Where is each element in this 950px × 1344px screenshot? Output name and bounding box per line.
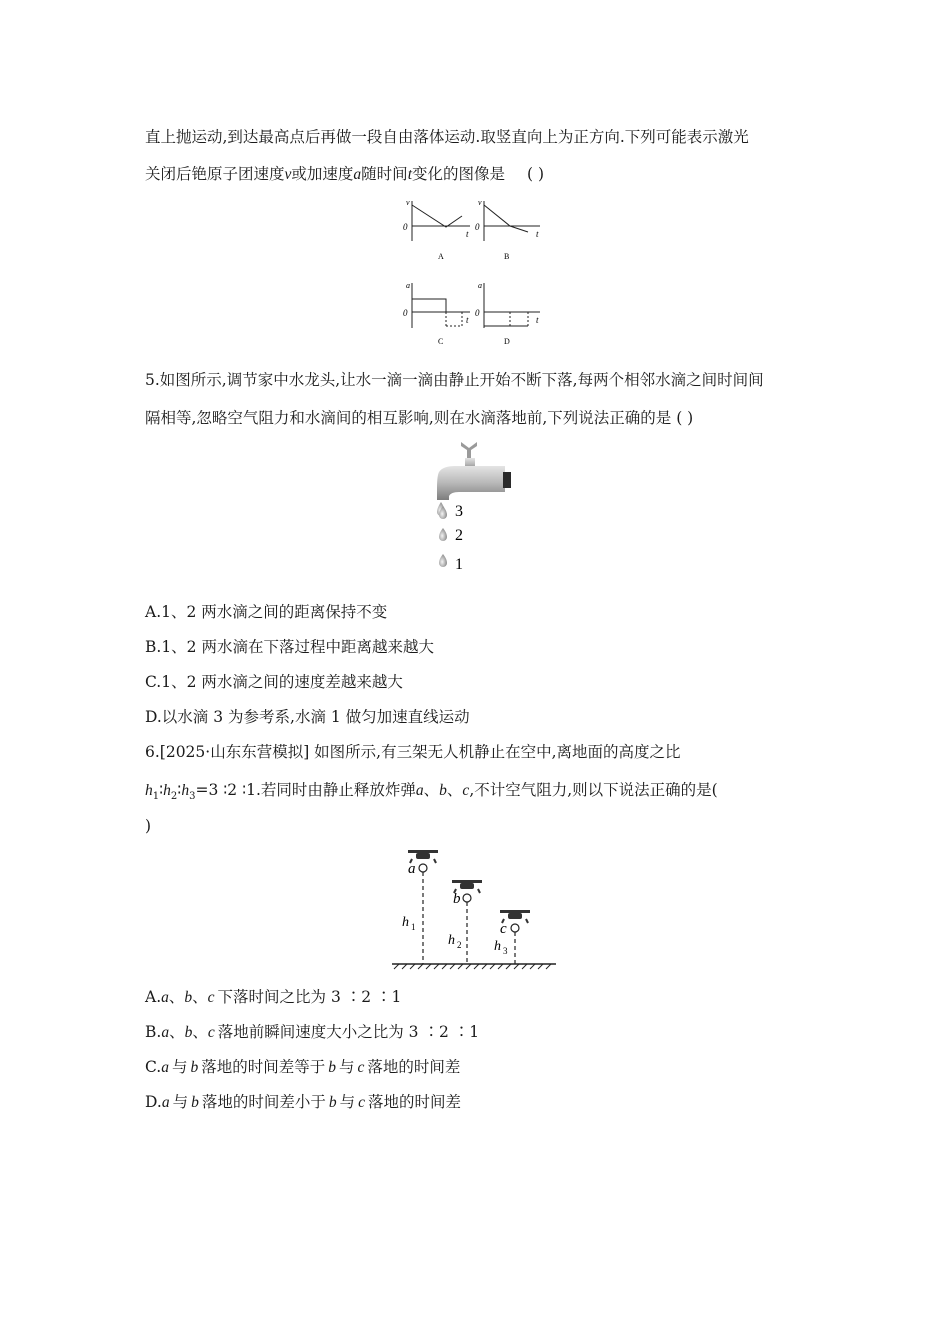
graph-c-xaxis: t <box>466 315 469 325</box>
opt-c-var-c: c <box>357 1059 365 1076</box>
opt-a-var-b: b <box>184 989 193 1006</box>
graph-a-yaxis: v <box>406 198 410 207</box>
label-h3: h <box>494 939 501 954</box>
opt-d-var-b: b <box>191 1094 199 1111</box>
sub-3: 3 <box>189 791 196 803</box>
drones-figure <box>390 842 560 974</box>
q4-text-line2 <box>145 164 544 185</box>
graph-d-label: D <box>504 337 510 346</box>
q5-option-d: D.以水滴 3 为参考系,水滴 1 做匀加速直线运动 <box>145 708 470 726</box>
drop-3-label: 3 <box>455 503 463 520</box>
faucet-icon <box>437 442 511 500</box>
graph-a-xaxis: t <box>466 229 469 239</box>
q6-text-line1: 6.[2025·山东东营模拟] 如图所示,有三架无人机静止在空中,离地面的高度之比 <box>145 743 681 761</box>
opt-a-sep1: 、 <box>168 988 185 1006</box>
var-h1: h <box>145 782 153 799</box>
opt-b-var-b: b <box>184 1024 193 1041</box>
var-b-bomb: b <box>439 782 447 799</box>
var-h2: h <box>163 782 171 799</box>
opt-b-var-c: c <box>207 1024 215 1041</box>
graph-d <box>475 281 540 346</box>
label-h3-sub: 3 <box>503 946 508 956</box>
graph-c-yaxis: a <box>406 281 410 290</box>
graph-d-yaxis: a <box>478 281 482 290</box>
opt-d-var-b2: b <box>328 1094 337 1111</box>
graph-d-origin: 0 <box>475 308 480 318</box>
opt-d-mid3: 与 <box>339 1093 356 1111</box>
q6-text-tail: ,不计空气阻力,则以下说法正确的是( <box>469 781 718 799</box>
label-b: b <box>453 891 461 907</box>
q4-text-line1: 直上抛运动,到达最高点后再做一段自由落体运动.取竖直向上为正方向.下列可能表示激光 <box>145 128 749 146</box>
sep-2: 、 <box>446 781 463 799</box>
q6-text-line2 <box>145 780 718 807</box>
var-a-bomb: a <box>415 782 424 799</box>
var-t: t <box>407 166 412 183</box>
q5-text-line2: 隔相等,忽略空气阻力和水滴间的相互影响,则在水滴落地前,下列说法正确的是 ( ) <box>145 409 694 427</box>
q4-text-b: 或加速度 <box>291 165 354 183</box>
opt-d-var-c: c <box>358 1094 365 1111</box>
graph-a-label: A <box>438 252 444 261</box>
graph-c <box>403 281 470 346</box>
var-h3: h <box>181 782 190 799</box>
q6-option-a <box>145 987 401 1008</box>
opt-c-var-a: a <box>161 1059 169 1076</box>
q6-option-c <box>145 1057 460 1078</box>
opt-a-var-c: c <box>207 989 215 1006</box>
sub-2: 2 <box>170 791 178 803</box>
graph-b-origin: 0 <box>475 222 480 232</box>
opt-a-prefix: A. <box>145 988 162 1006</box>
label-h2: h <box>448 933 455 948</box>
faucet-figure <box>425 436 525 578</box>
opt-b-sep2: 、 <box>192 1023 208 1041</box>
sep-1: 、 <box>423 781 440 799</box>
q4-text-c: 随时间 <box>361 165 408 183</box>
label-h2-sub: 2 <box>457 940 462 950</box>
drop-2-icon <box>439 528 447 541</box>
q6-option-b <box>145 1022 479 1043</box>
graph-c-label: C <box>438 337 444 346</box>
opt-d-mid2: 落地的时间差小于 <box>201 1093 326 1111</box>
q5-option-b: B.1、2 两水滴在下落过程中距离越来越大 <box>145 638 434 656</box>
opt-c-var-b: b <box>190 1059 199 1076</box>
q5-option-a: A.1、2 两水滴之间的距离保持不变 <box>145 603 388 621</box>
opt-d-text: 落地的时间差 <box>368 1093 462 1111</box>
drop-1-label: 1 <box>455 556 463 573</box>
graph-c-origin: 0 <box>403 308 408 318</box>
opt-c-text: 落地的时间差 <box>367 1058 461 1076</box>
opt-c-mid2: 落地的时间差等于 <box>201 1058 326 1076</box>
q4-text-a: 关闭后铯原子团速度 <box>145 165 285 183</box>
opt-c-prefix: C. <box>145 1058 162 1076</box>
opt-b-sep1: 、 <box>169 1023 185 1041</box>
var-a: a <box>353 166 362 183</box>
graph-d-xaxis: t <box>536 315 539 325</box>
opt-c-var-b2: b <box>328 1059 337 1076</box>
var-v: v <box>284 166 292 183</box>
q6-text-line3: ) <box>145 817 152 835</box>
ratio-eq: =3 ∶2 ∶1.若同时由静止释放炸弹 <box>195 781 416 799</box>
ratio-sep-1: ∶ <box>159 781 164 799</box>
graphs-ab <box>400 193 550 265</box>
graph-b <box>475 198 540 261</box>
ratio-sep-2: ∶ <box>177 781 182 799</box>
graph-a <box>403 198 470 261</box>
graph-a-origin: 0 <box>403 222 408 232</box>
q4-text-d: 变化的图像是 <box>412 165 506 183</box>
answer-paren: ( ) <box>527 165 545 183</box>
graphs-cd <box>400 278 550 350</box>
opt-a-var-a: a <box>161 989 169 1006</box>
graph-b-xaxis: t <box>536 229 539 239</box>
opt-a-text: 下落时间之比为 3 ∶2 ∶1 <box>217 988 402 1006</box>
ground <box>392 964 556 969</box>
graph-b-label: B <box>504 252 510 261</box>
drop-1-icon <box>439 554 447 567</box>
opt-b-var-a: a <box>161 1024 170 1041</box>
q5-option-c: C.1、2 两水滴之间的速度差越来越大 <box>145 673 403 691</box>
opt-b-text: 落地前瞬间速度大小之比为 3 ∶2 ∶1 <box>217 1023 480 1041</box>
opt-d-mid1: 与 <box>172 1093 189 1111</box>
label-h1-sub: 1 <box>411 922 416 932</box>
opt-c-mid1: 与 <box>171 1058 188 1076</box>
opt-d-prefix: D. <box>145 1093 162 1111</box>
var-c-bomb: c <box>462 782 470 799</box>
q5-text-line1: 5.如图所示,调节家中水龙头,让水一滴一滴由静止开始不断下落,每两个相邻水滴之间时间间 <box>145 371 764 389</box>
opt-d-var-a: a <box>161 1094 170 1111</box>
label-a: a <box>408 861 416 877</box>
label-c: c <box>500 921 507 937</box>
sub-1: 1 <box>152 791 160 803</box>
drop-2-label: 2 <box>455 527 463 544</box>
opt-b-prefix: B. <box>145 1023 162 1041</box>
graph-b-yaxis: v <box>478 198 482 207</box>
q6-option-d <box>145 1092 461 1113</box>
opt-a-sep2: 、 <box>192 988 208 1006</box>
label-h1: h <box>402 915 409 930</box>
opt-c-mid3: 与 <box>339 1058 355 1076</box>
